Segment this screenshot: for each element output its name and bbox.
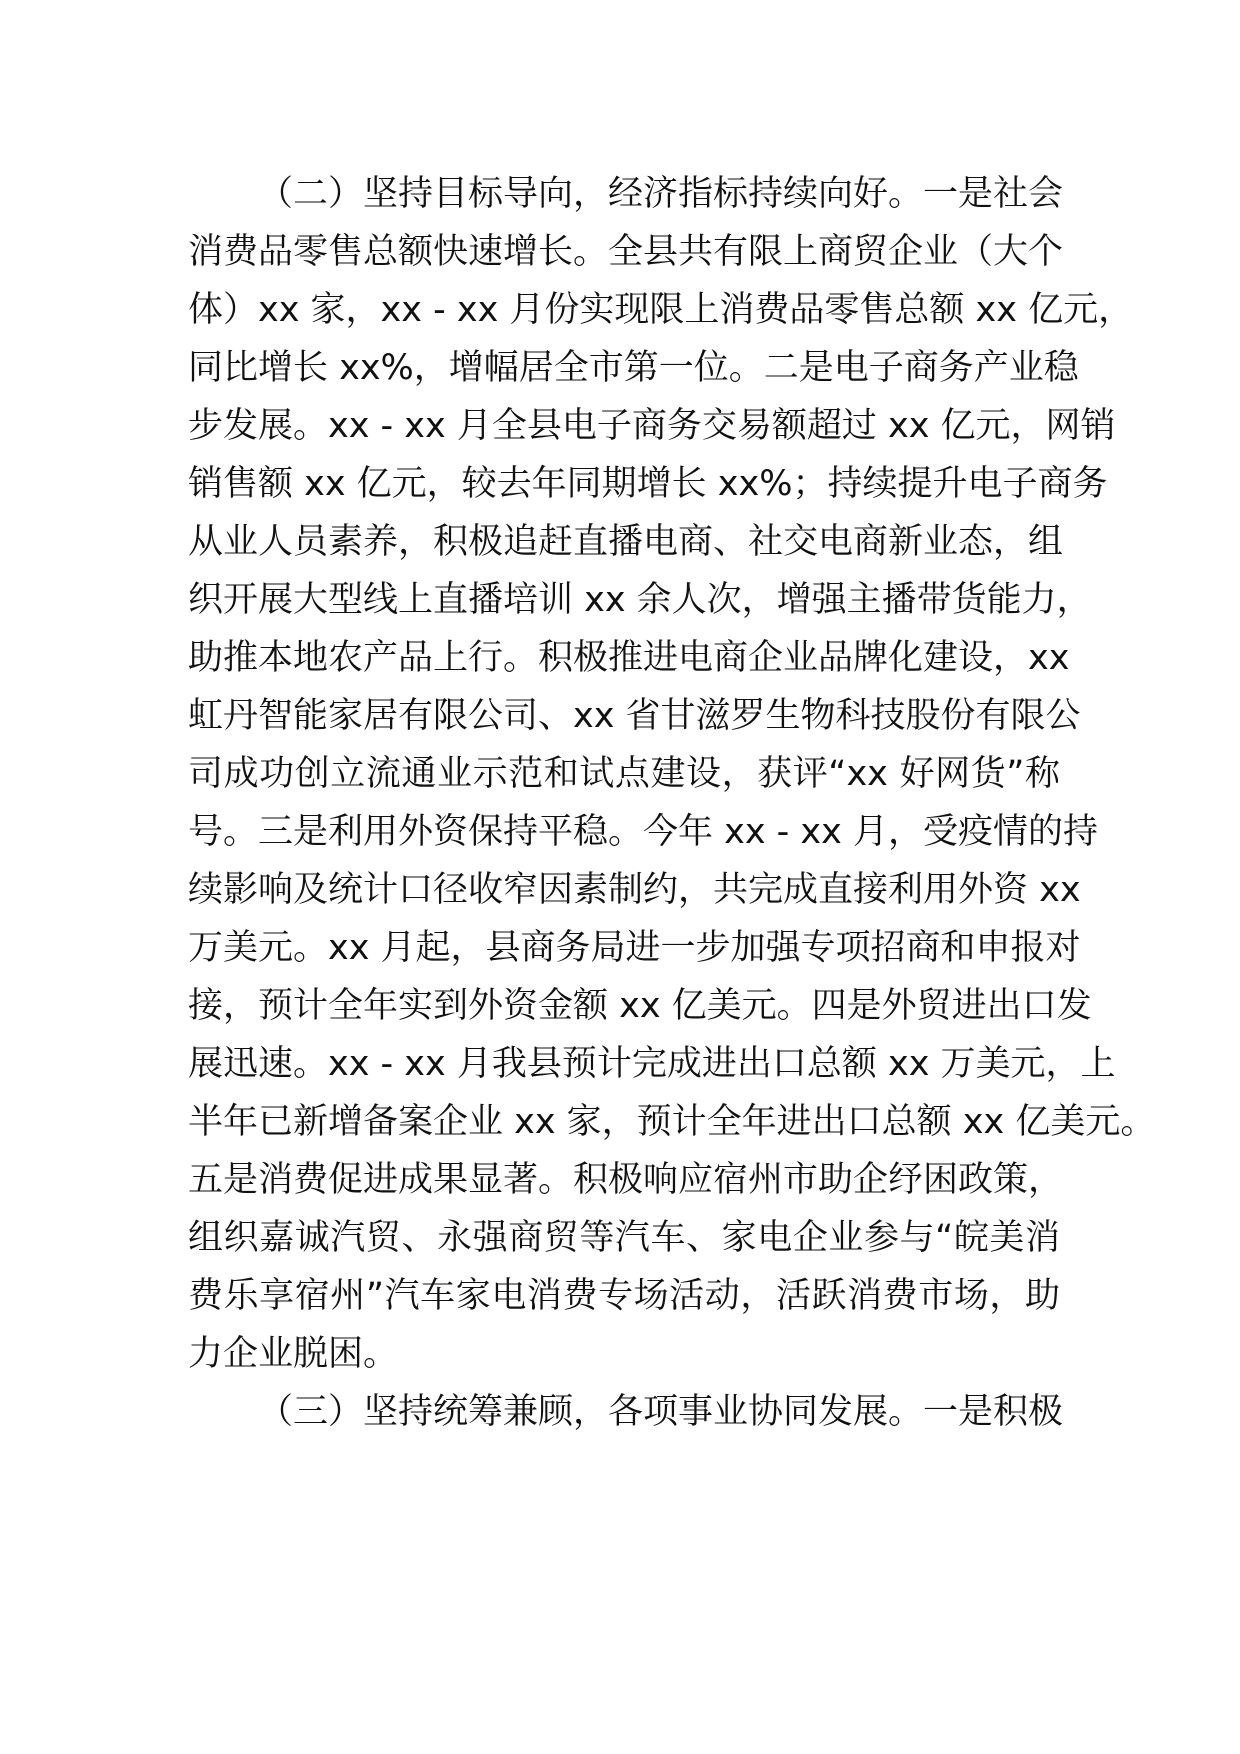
paragraph-2-line-6: 销售额 xx 亿元，较去年同期增长 xx%；持续提升电子商务 — [188, 464, 1108, 504]
paragraph-2-line-19: 组织嘉诚汽贸、永强商贸等汽车、家电企业参与“皖美消 — [188, 1218, 1060, 1258]
paragraph-2-line-10: 虹丹智能家居有限公司、xx 省甘滋罗生物科技股份有限公 — [188, 696, 1081, 736]
paragraph-2-line-13: 续影响及统计口径收窄因素制约，共完成直接利用外资 xx — [188, 870, 1081, 910]
paragraph-2-line-15: 接，预计全年实到外资金额 xx 亿美元。四是外贸进出口发 — [188, 986, 1092, 1026]
paragraph-2-line-2: 消费品零售总额快速增长。全县共有限上商贸企业（大个 — [188, 232, 1064, 272]
paragraph-2-line-21: 力企业脱困。 — [188, 1334, 399, 1374]
paragraph-2-line-9: 助推本地农产品上行。积极推进电商企业品牌化建设，xx — [188, 638, 1070, 678]
paragraph-2-line-17: 半年已新增备案企业 xx 家，预计全年进出口总额 xx 亿美元。 — [188, 1102, 1156, 1142]
paragraph-2-line-4: 同比增长 xx%，增幅居全市第一位。二是电子商务产业稳 — [188, 348, 1079, 388]
paragraph-2-line-5: 步发展。xx - xx 月全县电子商务交易额超过 xx 亿元，网销 — [188, 406, 1116, 446]
paragraph-2-line-8: 织开展大型线上直播培训 xx 余人次，增强主播带货能力， — [188, 580, 1092, 620]
paragraph-2-line-7: 从业人员素养，积极追赶直播电商、社交电商新业态，组 — [188, 522, 1064, 562]
paragraph-2-line-1: （二）坚持目标导向，经济指标持续向好。一是社会 — [258, 174, 1064, 214]
paragraph-2-line-16: 展迅速。xx - xx 月我县预计完成进出口总额 xx 万美元，上 — [188, 1044, 1116, 1084]
paragraph-2-line-14: 万美元。xx 月起，县商务局进一步加强专项招商和申报对 — [188, 928, 1081, 968]
paragraph-2-line-18: 五是消费促进成果显著。积极响应宿州市助企纾困政策， — [188, 1160, 1064, 1200]
paragraph-2-line-3: 体）xx 家，xx - xx 月份实现限上消费品零售总额 xx 亿元， — [188, 290, 1134, 330]
paragraph-2-line-12: 号。三是利用外资保持平稳。今年 xx - xx 月，受疫情的持 — [188, 812, 1098, 852]
paragraph-2-line-11: 司成功创立流通业示范和试点建设，获评“xx 好网货”称 — [188, 754, 1060, 794]
paragraph-2-line-20: 费乐享宿州”汽车家电消费专场活动，活跃消费市场，助 — [188, 1276, 1060, 1316]
paragraph-3-line-1: （三）坚持统筹兼顾，各项事业协同发展。一是积极 — [258, 1392, 1064, 1432]
